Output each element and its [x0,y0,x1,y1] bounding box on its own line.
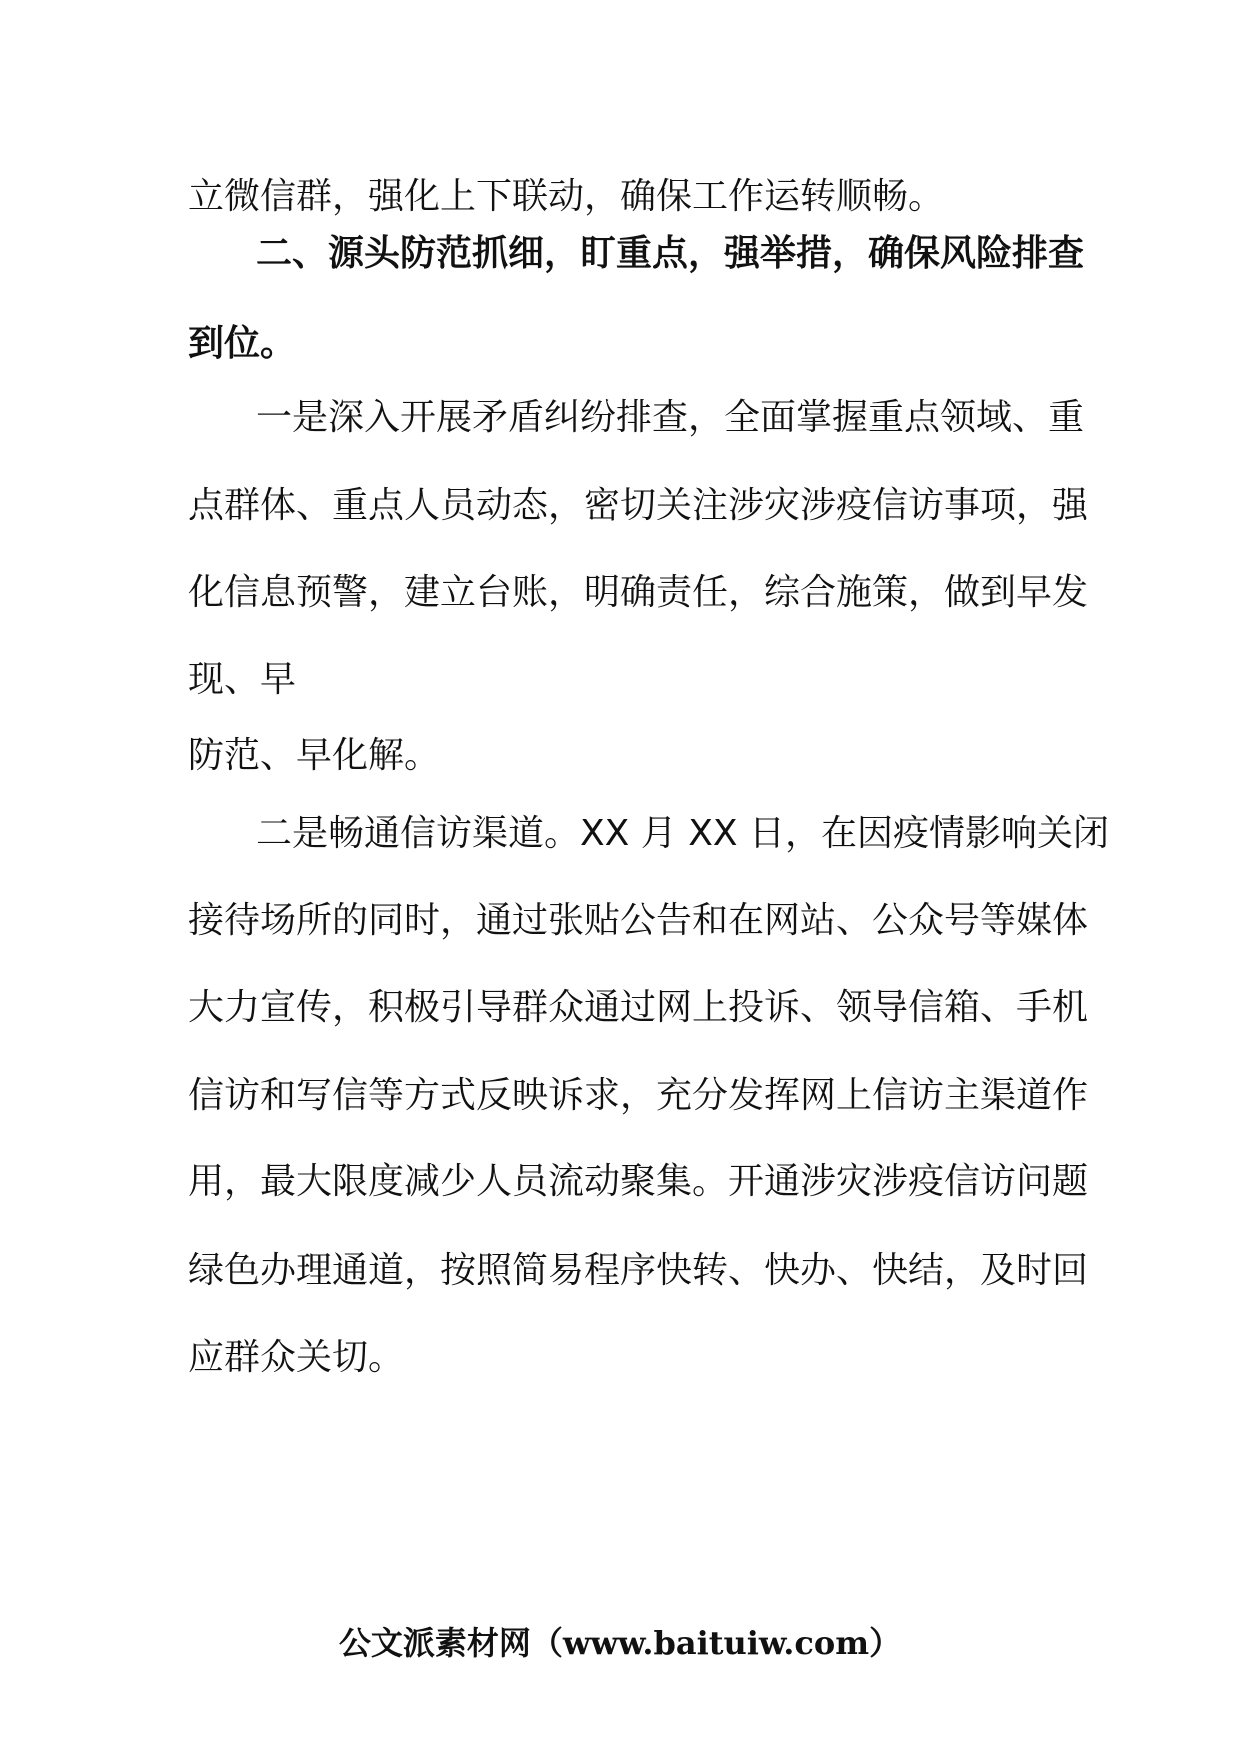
paragraph-line: 用，最大限度减少人员流动聚集。开通涉灾涉疫信访问题 [188,1161,1089,1202]
paragraph-line: 化信息预警，建立台账，明确责任，综合施策，做到早发 [188,572,1089,613]
paragraph-line: 二是畅通信访渠道。XX 月 XX 日，在因疫情影响关闭 [256,813,1109,854]
paragraph-line: 应群众关切。 [188,1337,405,1378]
paragraph-line: 防范、早化解。 [188,735,441,776]
paragraph-line: 点群体、重点人员动态，密切关注涉灾涉疫信访事项，强 [188,485,1089,526]
footer-watermark-text: 公文派素材网（www.baituiw.com） [338,1624,902,1662]
paragraph-line: 立微信群，强化上下联动，确保工作运转顺畅。 [188,176,945,217]
paragraph-line: 信访和写信等方式反映诉求，充分发挥网上信访主渠道作 [188,1075,1089,1116]
paragraph-line: 一是深入开展矛盾纠纷排查，全面掌握重点领域、重 [256,397,1085,438]
paragraph-line: 现、早 [188,659,297,700]
paragraph-line: 大力宣传，积极引导群众通过网上投诉、领导信箱、手机 [188,987,1089,1028]
section-heading-line: 到位。 [188,323,297,364]
paragraph-line: 接待场所的同时，通过张贴公告和在网站、公众号等媒体 [188,900,1089,941]
paragraph-line: 绿色办理通道，按照简易程序快转、快办、快结，及时回 [188,1250,1089,1291]
section-heading-line: 二、源头防范抓细，盯重点，强举措，确保风险排查 [256,233,1085,274]
